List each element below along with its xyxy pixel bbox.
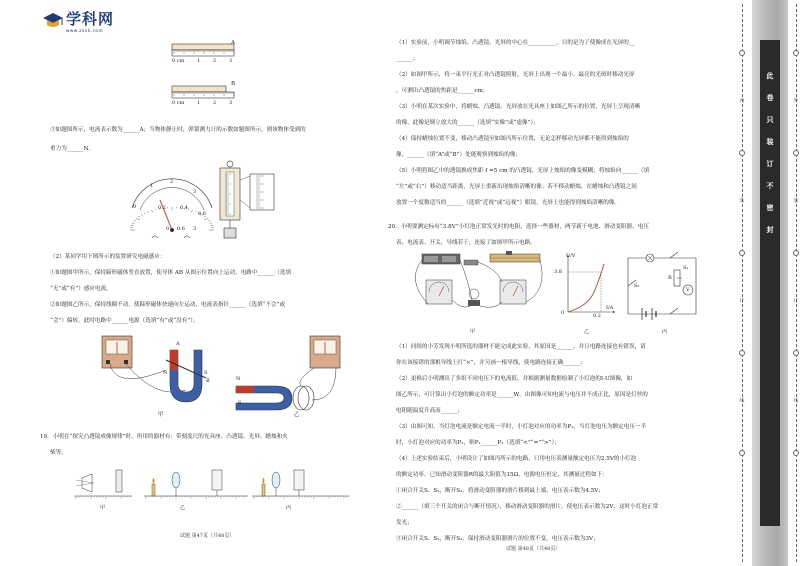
- question-19-1-text-cont: ______；: [396, 56, 419, 62]
- question-19-5-text-cont: “左”或“右”）移动适当距离，光屏上重新出现烛焰清晰的像；若不移动蜡烛，在蜡烛和凸透镜之间: [396, 184, 637, 190]
- binding-hole-8: [793, 250, 799, 256]
- binding-char-6: 不: [766, 181, 774, 190]
- ruler-a-tick-3: 3: [229, 58, 233, 64]
- dial-label-2: 2: [170, 179, 174, 185]
- dial-label-0.2: 0.2: [158, 205, 166, 211]
- question-20-3-text-cont: 时，小灯泡对应的功率为P₂，则P₁______P₂（选填“<”“=”“>”）；: [396, 440, 560, 446]
- binding-hole-1: [739, 50, 745, 56]
- page-footer-right: 试题 第48页（共48页）: [506, 546, 561, 552]
- graph-axis-u: U/V: [566, 253, 576, 259]
- magnet-label-b: B: [206, 378, 210, 384]
- binding-dash-inner: [742, 4, 743, 562]
- question-20-4-step-1: ①闭合开关S、S₂，断开S₁，将滑动变阻器的滑片移到最上端，电压表示数为4.5V；: [396, 488, 604, 494]
- binding-hole-7: [793, 150, 799, 156]
- ruler-a-tick-2: 2: [213, 58, 217, 64]
- inner-label-4: 线: [739, 398, 745, 404]
- graph-tick-0.2: 0.2: [593, 313, 601, 319]
- page-footer-left: 试题 第47页（共48页）: [180, 533, 235, 539]
- binding-hole-9: [793, 350, 799, 356]
- magnet-label-n1: N: [163, 370, 168, 376]
- question-19-5-text-cont2: 放置一个度数适当的______（选填“近视”或“远视”）眼镜，光屏上也能得到烛焰清晰的像。: [396, 200, 621, 206]
- graph-origin: 0: [561, 310, 565, 316]
- inner-label-3: 订: [739, 298, 745, 304]
- question-20-4-step-3: ③闭合开关S、S₂，断开S₁，保持滑动变阻器滑片的位置不变，电压表示数为3V；: [396, 536, 599, 542]
- binding-margin: [736, 0, 800, 566]
- question-19-4-text: （4）保持蜡烛位置不变，移动凸透镜至如图丙所示位置，无论怎样移动光屏都不能得到烛焰的: [396, 136, 629, 142]
- induction-figures: [96, 330, 356, 420]
- binding-char-1: 此: [766, 71, 774, 80]
- figure-label-bing-right: 丙: [662, 329, 668, 335]
- binding-hole-10: [793, 450, 799, 456]
- question-20-text: 20．小明要测定标有“3.8V”小灯泡正常发光时的电阻，选择一些器材，两节新干电池、滑动变阻器、电压: [388, 224, 649, 230]
- question-20-1-text-cont: 你在该接错的那根导线上打“×”，并另画一根导线，使电路连接正确______；: [396, 360, 586, 366]
- circuit-figure-jia: [398, 250, 548, 326]
- ruler-a-tick-0: 0 cm: [172, 58, 185, 64]
- question-19-2-text-cont: ，可测出凸透镜的焦距是______cm；: [396, 88, 489, 94]
- question-3-text-cont: 重力为______N。: [50, 146, 95, 152]
- spring-scale-figure: [210, 160, 280, 244]
- question-19-3-text-cont: 的像，此像是倒立放大的______（选填“实像”或“虚像”）；: [396, 120, 539, 126]
- binding-char-2: 卷: [766, 93, 774, 102]
- terminal-label-3: 3: [193, 226, 197, 232]
- terminal-label-0.6: 0.6: [177, 226, 185, 232]
- binding-hole-3: [739, 250, 745, 256]
- logo-name: 学科网: [66, 10, 115, 28]
- question-20-4-text-cont: 的额定功率。已知滑动变阻器R的最大阻值为15Ω，电源电压恒定，其测量过程如下：: [396, 472, 608, 478]
- question-3-text: ③如题图所示，电流表示数为______A；当物体静止时，弹簧测力计的示数如题图所示，则该物体受到的: [50, 127, 306, 133]
- dial-label-0.6: 0.6: [198, 211, 206, 217]
- question-20-text-cont: 表、电流表、开关、导线若干，连接了如图甲所示电路。: [396, 240, 536, 246]
- question-2-intro: （2）某同学用下图所示的装置研究电磁感应：: [50, 254, 166, 260]
- question-20-2-text-cont2: 电阻随温度升高而______；: [396, 408, 464, 414]
- inner-label-1: 内: [739, 98, 745, 104]
- ruler-b-label: B: [231, 81, 236, 87]
- question-19-2-text: （2）如图甲所示，将一束平行光正对凸透镜照射，光屏上出现一个最小、最亮的光斑时移动光屏: [396, 72, 635, 78]
- graph-axis-i: I/A: [606, 305, 614, 311]
- question-2-1-text-cont: “无”或“有”）感应电流。: [50, 286, 112, 292]
- ruler-b-tick-1: 1: [197, 100, 201, 106]
- iu-graph-figure: [558, 252, 618, 322]
- question-20-4-text: （4）上述实验结束后，小明设计了如图丙所示的电路，只用电压表测量额定电压为2.5V的小灯泡: [396, 456, 637, 462]
- binding-char-7: 密: [766, 203, 774, 212]
- outer-label-2: 装: [793, 198, 799, 204]
- bench-label-yi: 乙: [180, 505, 186, 511]
- question-20-3-text: （3）由图可知，当灯泡电流是额定电流一半时，小灯泡对应的功率为P₁，当灯泡电压为额定电压一半: [396, 424, 647, 430]
- graduation-cap-icon: [42, 11, 64, 31]
- question-19-4-text-cont: 像，______（填“A”或“B”）处能观察到烛焰的像；: [396, 152, 522, 158]
- question-19-1-text: （1）实验前，小明调节烛焰、凸透镜、光屏的中心在__________，目的是为了使像成在光屏的__: [396, 40, 635, 46]
- magnet-label-s1: S: [204, 370, 208, 376]
- graph-tick-3.8: 3.8: [554, 269, 562, 275]
- figure-label-yi: 乙: [294, 412, 300, 418]
- binding-char-3: 只: [766, 115, 774, 124]
- figure-label-jia-right: 甲: [470, 329, 476, 335]
- binding-hole-6: [793, 50, 799, 56]
- binding-hole-5: [739, 450, 745, 456]
- question-19-text: 19．小明在“探究凸透镜成像规律”时，所用的器材有：带刻度尺的光具座、凸透镜、光屏、蜡烛和火: [40, 434, 288, 440]
- binding-strip: [760, 40, 780, 526]
- logo-url: www.zxxk.com: [66, 28, 104, 33]
- question-2-2-text-cont: “会”）偏转，此时电路中______电源（选填“有”或“没有”）。: [50, 318, 199, 324]
- binding-char-8: 封: [766, 225, 774, 234]
- binding-char-4: 装: [766, 137, 774, 146]
- circuit-label-v: V: [686, 287, 690, 293]
- outer-label-3: 订: [793, 298, 799, 304]
- binding-hole-4: [739, 350, 745, 356]
- binding-dash-outer: [796, 4, 797, 562]
- dial-label-1: 1: [150, 183, 154, 189]
- magnet-label-s2: S: [238, 400, 242, 406]
- circuit-label-r: R: [668, 275, 672, 281]
- question-20-2-text: （2）更换后小明测出了多组不同电压下的电流值，并根据测量数据绘制了小灯泡的I-U图像，如: [396, 376, 633, 382]
- circuit-label-s1: S₁: [683, 265, 689, 271]
- inner-label-2: 装: [739, 198, 745, 204]
- dial-label-3: 3: [193, 189, 197, 195]
- optical-bench-figures: [72, 462, 352, 522]
- question-2-1-text: ①如题图甲所示，保持蹄形磁体竖直放置，使导体 AB 从图示位置向上运动，电路中______（选填: [50, 270, 292, 276]
- binding-char-5: 订: [766, 159, 774, 168]
- question-2-2-text: ②如题图乙所示，保持线圈不动，使蹄形磁体快速向左运动，电流表指针______（选填“不会”或: [50, 302, 286, 308]
- magnet-label-a: A: [176, 341, 180, 347]
- circuit-label-s2: S₂: [634, 283, 640, 289]
- ruler-b-tick-3: 3: [229, 100, 233, 106]
- ruler-b-tick-0: 0 cm: [172, 100, 185, 106]
- question-20-1-text: （1）同组的小芳发现小明所选的器材不能完成此实验，其原因是______。并且电路连接也有错误，请: [396, 344, 646, 350]
- bench-label-bing: 丙: [286, 505, 292, 511]
- question-20-4-step-2: ②______（填三个开关的闭合与断开情况），移动滑动变阻器的滑片，使电压表示数为2V，这时小灯泡正常: [396, 504, 659, 510]
- question-19-3-text: （3）小明在某次实验中，将蜡烛、凸透镜、光屏放在光具座上如图乙所示的位置，光屏上呈现清晰: [396, 104, 641, 110]
- figure-label-yi-right: 乙: [584, 329, 590, 335]
- figure-label-jia: 甲: [158, 412, 164, 418]
- ruler-b-tick-2: 2: [213, 100, 217, 106]
- terminal-label-0: 0: [166, 226, 170, 232]
- binding-hole-2: [739, 150, 745, 156]
- question-20-2-text-cont: 图乙所示，可计算出小灯泡的额定功率是______W。由图像可知电流与电压并不成正比，原因是灯丝的: [396, 392, 648, 398]
- ruler-a-label: A: [231, 40, 236, 46]
- question-20-4-step-2-cont: 发光；: [396, 520, 413, 526]
- dial-label-0.4: 0.4: [180, 205, 188, 211]
- question-19-5-text: （5）小明将图乙中的透镜换成焦距 f =5 cm 的凸透镜，光屏上烛焰的像变模糊；将烛焰向______（填: [396, 168, 650, 174]
- magnet-label-n2: N: [236, 376, 241, 382]
- dial-label-0: 0: [133, 204, 137, 210]
- outer-label-1: 外: [793, 98, 799, 104]
- site-logo: [42, 10, 132, 36]
- ruler-a-tick-1: 1: [197, 58, 201, 64]
- outer-label-4: 线: [793, 398, 799, 404]
- question-19-text-cont: 柴等。: [50, 450, 67, 456]
- bench-label-jia: 甲: [100, 505, 106, 511]
